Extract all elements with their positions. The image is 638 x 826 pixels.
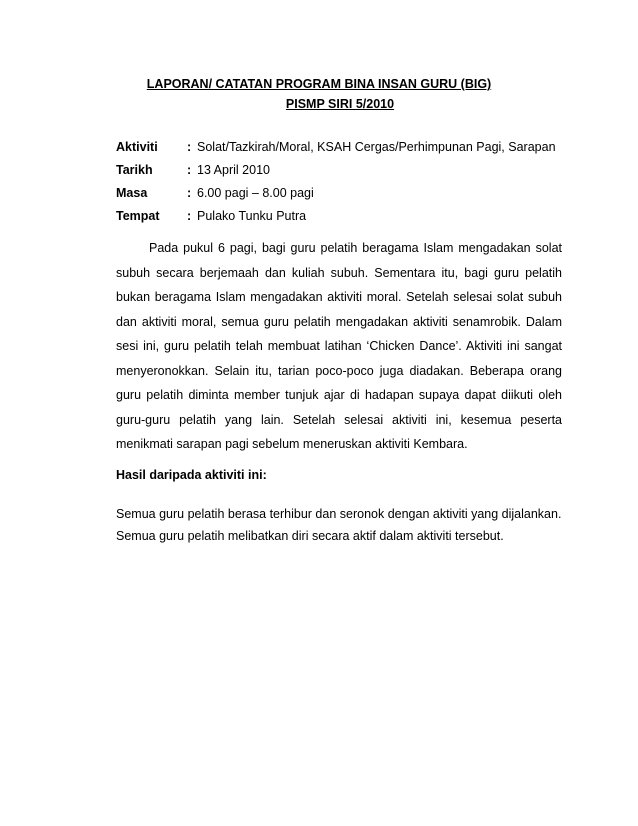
info-colon: :	[187, 139, 192, 154]
info-label: Masa	[116, 185, 148, 200]
report-subtitle: PISMP SIRI 5/2010	[285, 97, 395, 111]
report-paragraph: Pada pukul 6 pagi, bagi guru pelatih beragama Islam mengadakan solat subuh secara berjemaah dan kuliah subuh. Sementara itu, bagi guru pelatih bukan beragama Islam mengadakan aktiviti moral. Setelah selesai solat subuh dan aktiviti moral, semua guru pelatih mengadakan aktiviti senamrobik. Dalam sesi ini, guru pelatih telah membuat latihan ‘Chicken Dance’. Aktiviti ini sangat menyeronokkan. Selain itu, tarian poco-poco juga diadakan. Beberapa orang guru pelatih diminta member tunjuk ajar di hadapan supaya dapat diikuti oleh guru-guru pelatih yang lain. Setelah selesai aktiviti ini, kesemua peserta menikmati sarapan pagi sebelum meneruskan aktiviti Kembara.	[116, 241, 562, 451]
info-label: Tempat	[116, 208, 160, 223]
result-list	[116, 504, 586, 547]
info-colon: :	[187, 162, 192, 177]
activity-info-table	[116, 135, 586, 227]
info-value: 6.00 pagi – 8.00 pagi	[197, 185, 314, 200]
info-label: Aktiviti	[116, 139, 158, 154]
result-line: Semua guru pelatih berasa terhibur dan seronok dengan aktiviti yang dijalankan.	[116, 507, 562, 521]
info-row-aktiviti	[116, 135, 586, 158]
result-heading: Hasil daripada aktiviti ini:	[116, 468, 267, 482]
info-row-tarikh	[116, 158, 586, 181]
info-value: Pulako Tunku Putra	[197, 208, 307, 223]
info-colon: :	[187, 208, 192, 223]
info-colon: :	[187, 185, 192, 200]
info-row-tempat	[116, 204, 586, 227]
report-title: LAPORAN/ CATATAN PROGRAM BINA INSAN GURU (BIG)	[146, 77, 492, 91]
info-row-masa	[116, 181, 586, 204]
result-line: Semua guru pelatih melibatkan diri secara aktif dalam aktiviti tersebut.	[116, 528, 504, 543]
info-value: 13 April 2010	[197, 162, 270, 177]
info-label: Tarikh	[116, 162, 153, 177]
info-value: Solat/Tazkirah/Moral, KSAH Cergas/Perhimpunan Pagi, Sarapan	[197, 139, 556, 154]
